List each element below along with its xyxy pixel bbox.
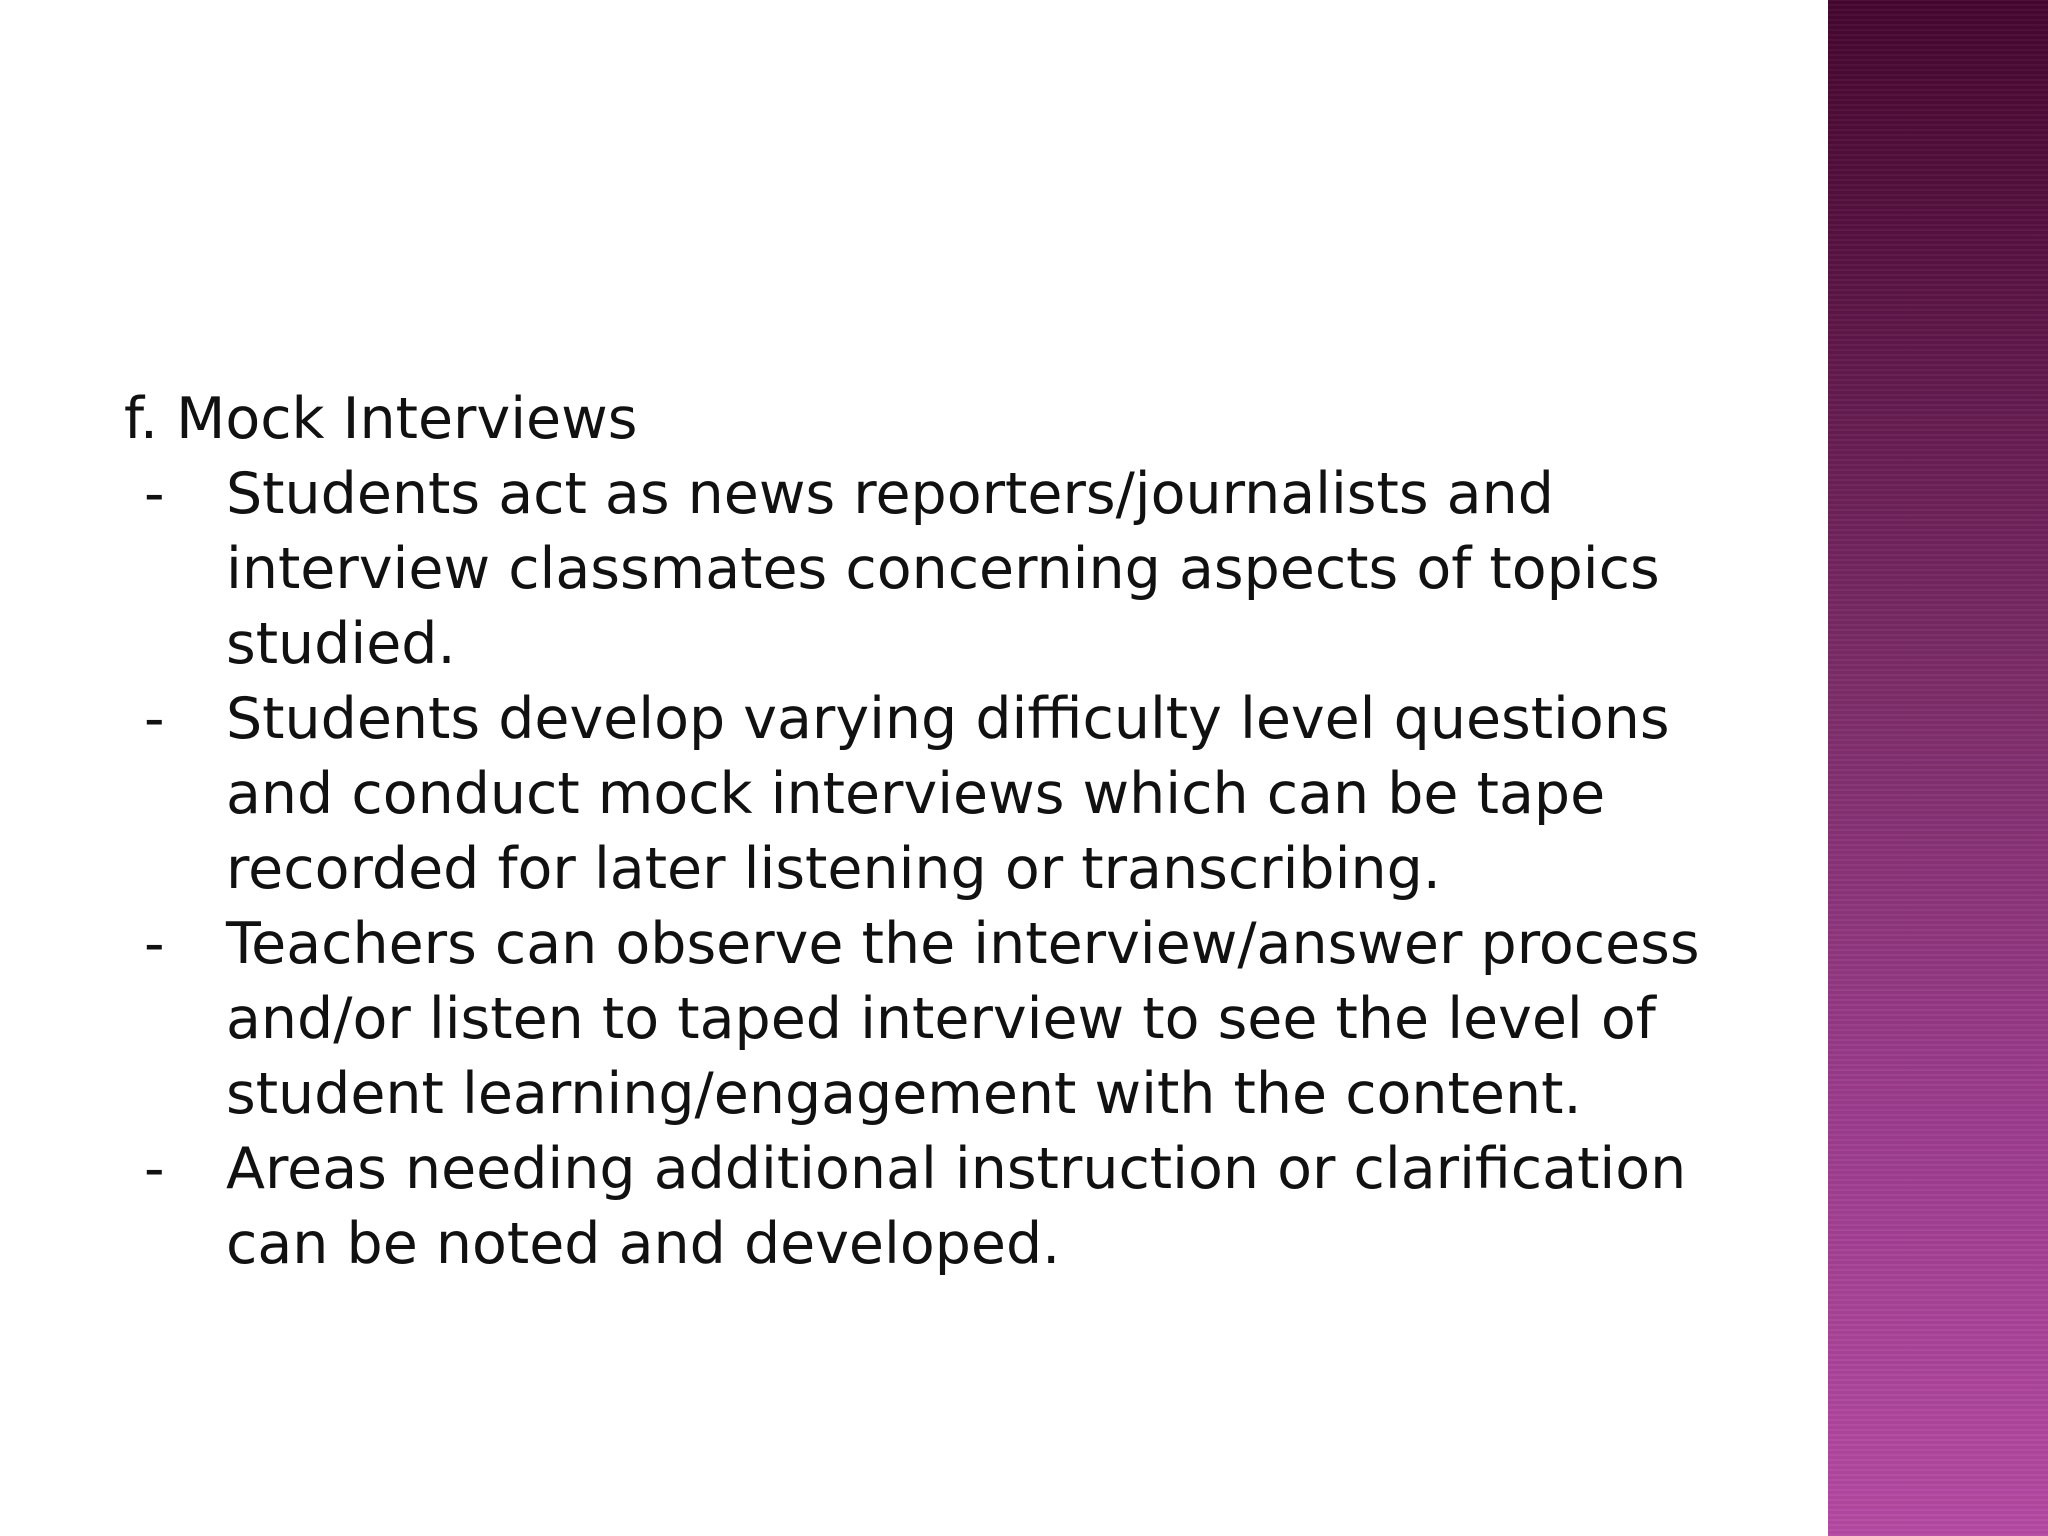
slide-content [124,382,1724,1282]
bullet-item [124,457,1724,682]
section-heading: f. Mock Interviews [124,386,638,452]
bullet-text: Teachers can observe the interview/answer process and/or listen to taped interview to see the level of student learning/engagement with the content. [226,911,1700,1127]
bullet-text: Students develop varying difficulty level questions and conduct mock interviews which can be tape recorded for later listening or transcribing. [226,686,1670,902]
bullet-marker: - [144,1136,165,1202]
bullet-marker: - [144,686,165,752]
bullet-list [124,457,1724,1282]
bullet-item [124,1132,1724,1282]
bullet-item [124,907,1724,1132]
decorative-side-bar [1828,0,2048,1536]
bullet-text: Students act as news reporters/journalists and interview classmates concerning aspects of topics studied. [226,461,1660,677]
bullet-marker: - [144,911,165,977]
bullet-marker: - [144,461,165,527]
bullet-item [124,682,1724,907]
bullet-text: Areas needing additional instruction or clarification can be noted and developed. [226,1136,1687,1277]
